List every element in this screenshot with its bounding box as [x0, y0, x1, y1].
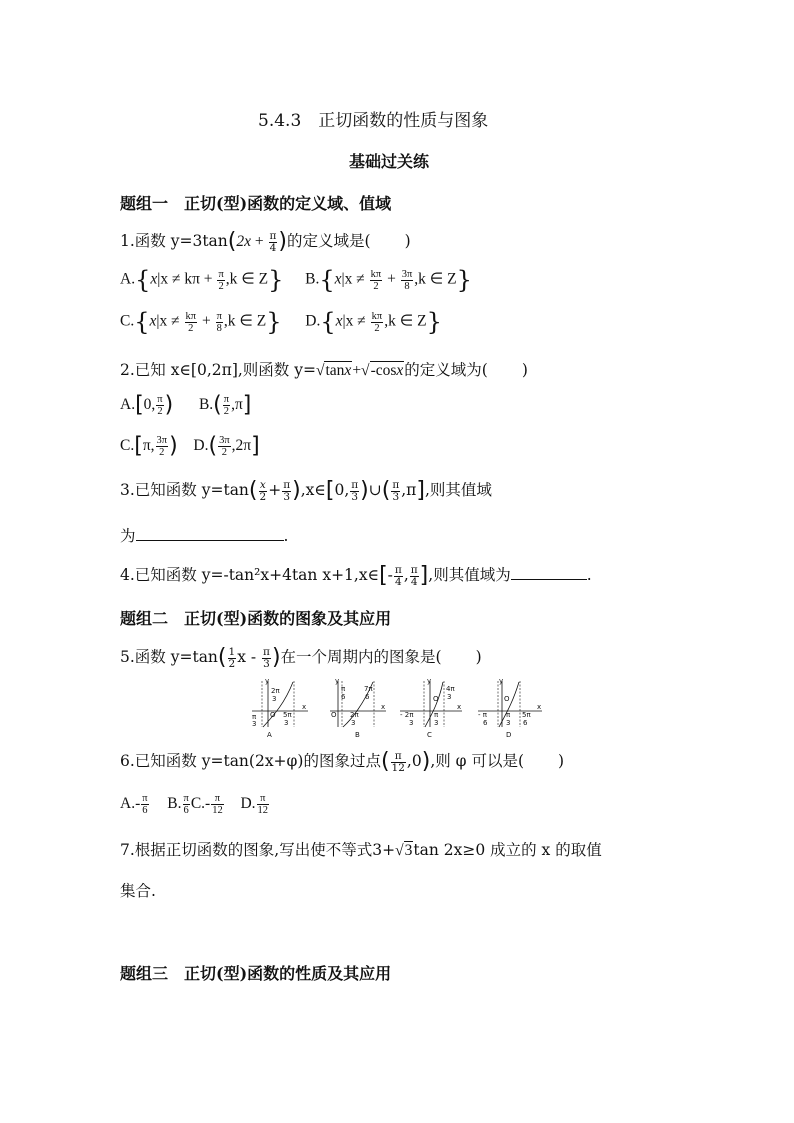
question-6-stem: 6.已知函数 y=tan(2x+φ)的图象过点: [120, 752, 381, 770]
svg-text:2π: 2π: [350, 711, 359, 719]
svg-text:π: π: [506, 711, 511, 719]
question-2-stem: 2.已知 x∈[0,2π],则函数 y=: [120, 361, 316, 379]
question-7-line2: 集合.: [120, 882, 156, 900]
svg-text:π: π: [434, 711, 439, 719]
svg-text:y: y: [427, 677, 432, 685]
svg-text:y: y: [335, 677, 340, 685]
option-c-label: C.: [120, 312, 135, 330]
svg-text:O: O: [270, 711, 276, 719]
question-3: 3.已知函数 y=tan( $\frac{x}{2}$ + $\frac{\pi}{3}$ ),x∈[0, $\frac{\pi}{3}$ )∪( $\frac{\pi}{3}$ ,π],则其值域: [120, 478, 492, 503]
svg-text:x: x: [381, 703, 386, 711]
question-7: 7.根据正切函数的图象,写出使不等式3+√3tan 2x≥0 成立的 x 的取值: [120, 841, 602, 859]
svg-text:6: 6: [523, 719, 528, 727]
svg-text:π: π: [252, 713, 257, 721]
question-5-end: 在一个周期内的图象是(: [280, 648, 442, 666]
question-6: 6.已知函数 y=tan(2x+φ)的图象过点( $\frac{\pi}{12}$ ,0),则 φ 可以是( ): [120, 749, 565, 774]
svg-text:O: O: [331, 711, 337, 719]
svg-text:6: 6: [341, 693, 346, 701]
svg-text:3: 3: [351, 719, 356, 727]
question-6-options: A.- $\frac{\pi}{6}$ B. $\frac{\pi}{6}$ C.- $\frac{\pi}{12}$ D. $\frac{\pi}{12}$: [120, 793, 269, 816]
graph-d[interactable]: [478, 677, 542, 739]
graph-b-label: B: [355, 731, 360, 739]
question-2-end: 的定义域为(: [404, 361, 488, 379]
svg-text:3: 3: [272, 695, 277, 703]
svg-text:5π: 5π: [283, 711, 292, 719]
question-2-options-ab: A.[0, $\frac{\pi}{2}$ ) B.( $\frac{\pi}{2}$ ,π]: [120, 392, 252, 418]
question-4-end: ,则其值域为: [428, 566, 511, 584]
section-heading-1: 题组一 正切(型)函数的定义域、值域: [120, 194, 392, 213]
svg-text:6: 6: [365, 693, 370, 701]
question-3-answer-line: 为 .: [120, 527, 289, 545]
graph-a-label: A: [267, 731, 272, 739]
svg-text:x: x: [302, 703, 307, 711]
svg-text:3: 3: [506, 719, 511, 727]
svg-text:3: 3: [252, 720, 257, 728]
question-3-end: ,则其值域: [424, 481, 492, 499]
question-7-line1: 7.根据正切函数的图象,写出使不等式3+: [120, 841, 396, 859]
svg-text:2π: 2π: [271, 687, 280, 695]
question-1-stem: 1.函数 y=3tan: [120, 232, 228, 250]
question-4: 4.已知函数 y=-tan²x+4tan x+1,x∈[- $\frac{\pi}{4}$ , $\frac{\pi}{4}$ ],则其值域为 .: [120, 563, 592, 588]
question-4-stem: 4.已知函数 y=-tan²x+4tan x+1,x∈: [120, 566, 380, 584]
answer-blank-q4[interactable]: [511, 579, 587, 580]
question-1-options-ab: A.{x|x ≠ kπ + $\frac{\pi}{2}$ ,k ∈ Z} B.{x|x ≠ $\frac{k\pi}{2}$ + $\frac{3\pi}{8}$ ,k ∈ Z}: [120, 266, 472, 294]
section-heading-3: 题组三 正切(型)函数的性质及其应用: [120, 964, 392, 983]
svg-text:- 2π: - 2π: [400, 711, 414, 719]
svg-text:3: 3: [447, 693, 452, 701]
graph-b[interactable]: [330, 677, 386, 739]
svg-text:7π: 7π: [364, 685, 373, 693]
svg-text:3: 3: [284, 719, 289, 727]
option-b-label: B.: [305, 270, 320, 288]
answer-blank-q3[interactable]: [136, 540, 284, 541]
svg-text:O: O: [504, 695, 510, 703]
svg-text:y: y: [265, 677, 270, 685]
svg-text:x: x: [457, 703, 462, 711]
option-a-label: A.: [120, 270, 136, 288]
section-heading-2: 题组二 正切(型)函数的图象及其应用: [120, 609, 392, 628]
page-title: 5.4.3 正切函数的性质与图象: [258, 111, 489, 131]
question-1: 1.函数 y=3tan(2x + $\frac{\pi}{4}$ )的定义域是( ): [120, 229, 411, 254]
question-7-line1b: tan 2x≥0 成立的 x 的取值: [413, 841, 602, 859]
question-2: 2.已知 x∈[0,2π],则函数 y=√tanx+√-cosx的定义域为( ): [120, 361, 528, 379]
graph-c-label: C: [427, 731, 432, 739]
svg-text:y: y: [499, 677, 504, 685]
option-d-label: D.: [305, 312, 321, 330]
svg-text:6: 6: [483, 719, 488, 727]
svg-text:π: π: [341, 685, 346, 693]
question-5: 5.函数 y=tan( $\frac{1}{2}$ x - $\frac{\pi}{3}$ )在一个周期内的图象是( ): [120, 645, 482, 670]
graph-options-svg: [250, 677, 555, 739]
svg-text:O: O: [433, 695, 439, 703]
question-2-options-cd: C.[π, $\frac{3\pi}{2}$ ) D.( $\frac{3\pi}{2}$ ,2π]: [120, 433, 260, 459]
svg-text:3: 3: [409, 719, 414, 727]
svg-text:- π: - π: [478, 711, 487, 719]
question-3-stem: 3.已知函数 y=tan: [120, 481, 249, 499]
page-subtitle: 基础过关练: [349, 152, 430, 171]
svg-text:x: x: [537, 703, 542, 711]
svg-text:5π: 5π: [522, 711, 531, 719]
svg-text:3: 3: [434, 719, 439, 727]
question-6-end: ,则 φ 可以是(: [430, 752, 524, 770]
svg-text:4π: 4π: [446, 685, 455, 693]
graph-c[interactable]: [400, 677, 462, 739]
question-5-graph-options: [250, 677, 555, 739]
question-5-stem: 5.函数 y=tan: [120, 648, 218, 666]
question-1-end: 的定义域是(: [287, 232, 371, 250]
graph-d-label: D: [506, 731, 512, 739]
graph-a[interactable]: [252, 677, 308, 739]
question-1-options-cd: C.{x|x ≠ $\frac{k\pi}{2}$ + $\frac{\pi}{8}$ ,k ∈ Z} D.{x|x ≠ $\frac{k\pi}{2}$ ,k ∈ Z}: [120, 308, 442, 336]
